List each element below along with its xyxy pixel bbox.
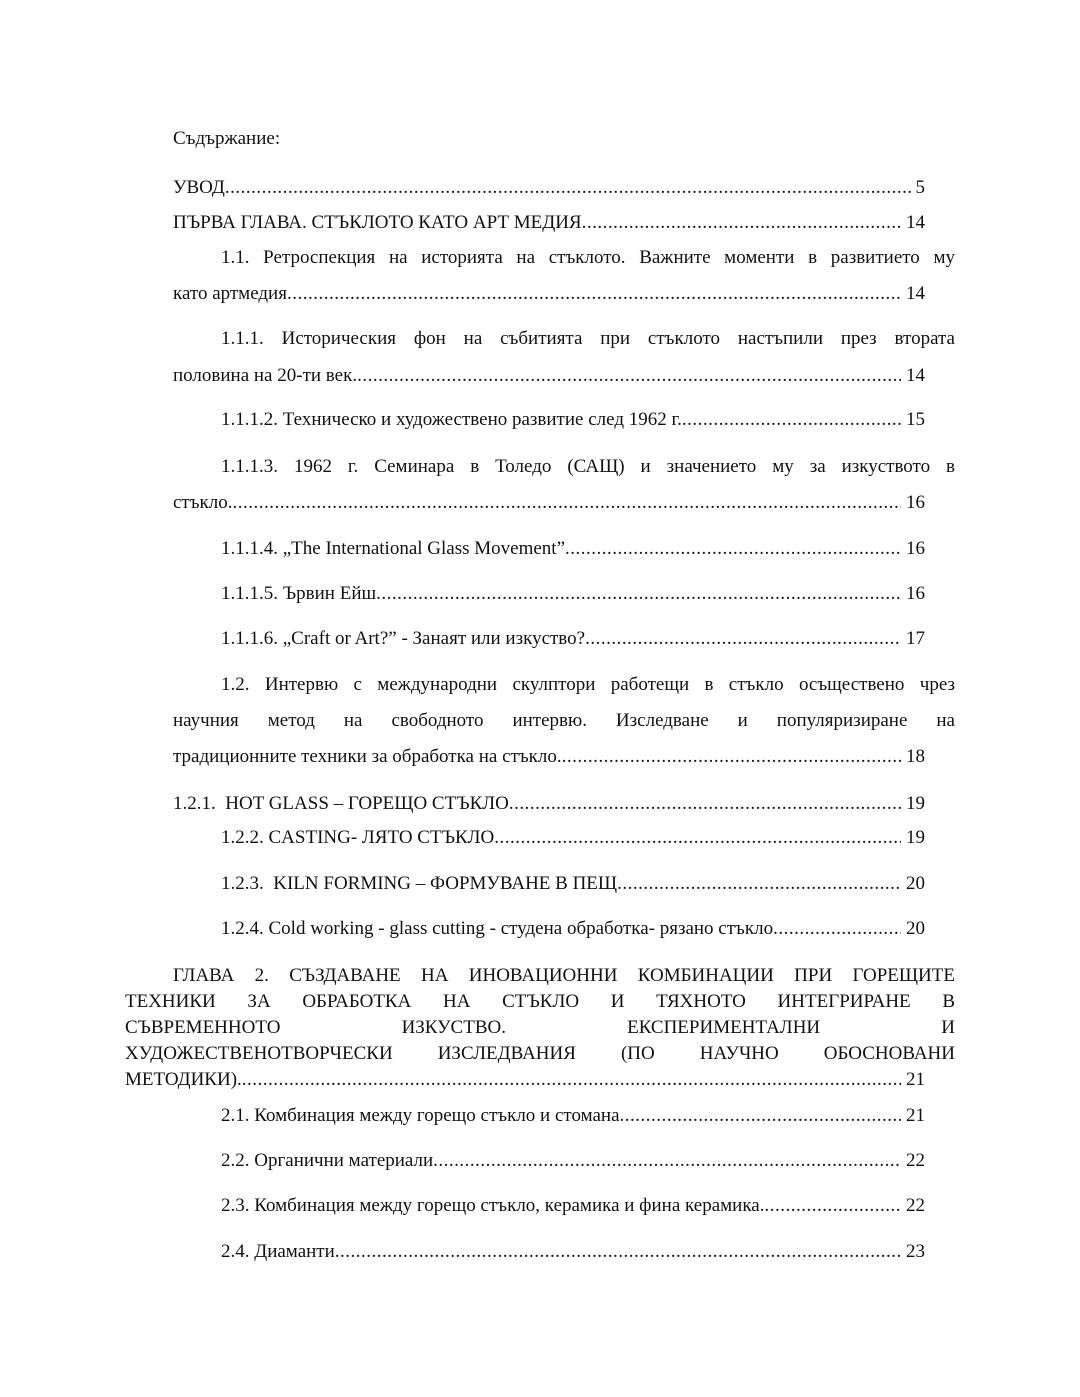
dot-leader	[242, 1067, 901, 1093]
toc-entry-page: 20	[906, 918, 925, 939]
dot-leader	[562, 745, 901, 769]
toc-entry-page: 15	[906, 409, 925, 430]
toc-entry-1-2-2	[221, 826, 925, 850]
toc-entry-page: 16	[906, 538, 925, 559]
toc-entry-title: като артмедия	[173, 283, 287, 304]
dot-leader	[585, 627, 901, 651]
dot-leader	[433, 1149, 901, 1173]
toc-entry-page: 16	[906, 583, 925, 604]
toc-entry-title: 2.2. Органични материали	[221, 1150, 434, 1171]
toc-entry-1-1-1-2	[221, 408, 925, 432]
toc-entry-page: 23	[906, 1241, 925, 1262]
toc-entry-1-1-1-4	[221, 537, 925, 561]
toc-entry-title: 1.1.1.6. „Craft or Art?” - Занаят или изкуство?	[221, 628, 586, 649]
toc-entry-1-1-1-6	[221, 627, 925, 651]
toc-entry-1-2-1	[173, 792, 925, 816]
toc-entry-2-2	[221, 1149, 925, 1173]
toc-entry-title: 1.2.2. CASTING- ЛЯТО СТЪКЛО	[221, 827, 495, 848]
toc-entry-chapter-2	[125, 963, 955, 1093]
toc-entry-1-1-1-5	[221, 582, 925, 606]
toc-entry-2-3	[221, 1194, 925, 1218]
dot-leader	[225, 176, 911, 200]
toc-entry-title: 1.1.1.2. Техническо и художествено развитие след 1962 г.	[221, 409, 682, 430]
dot-leader	[357, 364, 901, 388]
toc-entry-1-2	[173, 745, 925, 769]
dot-leader	[494, 826, 901, 850]
dot-leader	[773, 917, 901, 941]
toc-entry-page: 21	[906, 1105, 925, 1126]
toc-entry-chapter-2-line2: ТЕХНИКИ ЗА ОБРАБОТКА НА СТЪКЛО И ТЯХНОТО ИНТЕГРИРАНЕ В	[125, 991, 955, 1012]
dot-leader	[565, 537, 901, 561]
toc-entry-page: 19	[906, 793, 925, 814]
toc-entry-title: 1.1.1.4. „The International Glass Movement”	[221, 538, 566, 559]
toc-entry-1-1	[173, 282, 925, 306]
toc-entry-chapter-2-line3: СЪВРЕМЕННОТО ИЗКУСТВО. ЕКСПЕРИМЕНТАЛНИ И	[125, 1017, 955, 1038]
toc-entry-title: 2.4. Диаманти	[221, 1241, 335, 1262]
dot-leader	[582, 211, 901, 235]
dot-leader	[287, 282, 901, 306]
toc-entry-title: половина на 20-ти век.	[173, 365, 358, 386]
toc-entry-chapter-2-last	[125, 1067, 925, 1093]
toc-entry-1-2-3	[221, 872, 925, 896]
toc-entry-1-2-line2: научния метод на свободното интервю. Изследване и популяризиране на	[173, 710, 955, 731]
toc-entry-page: 16	[906, 492, 925, 513]
toc-entry-page: 21	[906, 1069, 925, 1090]
toc-entry-title: традиционните техники за обработка на стъкло.	[173, 746, 562, 767]
toc-entry-page: 19	[906, 827, 925, 848]
toc-entry-page: 5	[915, 177, 925, 198]
dot-leader	[620, 1104, 901, 1128]
toc-entry-title: 1.1.1.5. Ървин Ейш	[221, 583, 377, 604]
dot-leader	[764, 1194, 901, 1218]
toc-entry-page: 20	[906, 873, 925, 894]
toc-entry-title: 2.1. Комбинация между горещо стъкло и стомана	[221, 1105, 620, 1126]
dot-leader	[233, 491, 901, 515]
toc-entry-title: 1.2.1. HOT GLASS – ГОРЕЩО СТЪКЛО	[173, 793, 509, 814]
toc-entry-page: 14	[906, 365, 925, 386]
toc-entry-title: 1.2.3. KILN FORMING – ФОРМУВАНЕ В ПЕЩ	[221, 873, 618, 894]
dot-leader	[617, 872, 901, 896]
toc-entry-1-1-1-3	[173, 491, 925, 515]
dot-leader	[682, 408, 901, 432]
toc-entry-1-2-line1: 1.2. Интервю с международни скулптори работещи в стъкло осъществено чрез	[221, 674, 955, 695]
toc-entry-2-4	[221, 1240, 925, 1264]
toc-entry-title: УВОД	[173, 177, 225, 198]
dot-leader	[376, 582, 901, 606]
toc-entry-title: стъкло.	[173, 492, 233, 513]
toc-entry-page: 18	[906, 746, 925, 767]
toc-entry-1-2-4	[221, 917, 925, 941]
toc-entry-1-1-1	[173, 364, 925, 388]
toc-entry-title: МЕТОДИКИ).	[125, 1069, 242, 1090]
toc-entry-2-1	[221, 1104, 925, 1128]
toc-entry-page: 17	[906, 628, 925, 649]
toc-entry-title: 1.2.4. Cold working - glass cutting - студена обработка- рязано стъкло	[221, 918, 774, 939]
toc-entry-title: 2.3. Комбинация между горещо стъкло, керамика и фина керамика.	[221, 1195, 765, 1216]
toc-entry-1-1-1-3-line1: 1.1.1.3. 1962 г. Семинара в Толедо (САЩ) и значението му за изкуството в	[221, 456, 955, 477]
toc-entry-chapter-1	[173, 211, 925, 235]
toc-entry-page: 22	[906, 1195, 925, 1216]
toc-entry-uvod	[173, 176, 925, 200]
toc-entry-1-1-line1: 1.1. Ретроспекция на историята на стъклото. Важните моменти в развитието му	[221, 247, 955, 268]
toc-entry-page: 14	[906, 283, 925, 304]
dot-leader	[509, 792, 901, 816]
toc-entry-page: 22	[906, 1150, 925, 1171]
dot-leader	[335, 1240, 901, 1264]
toc-entry-chapter-2-line1: ГЛАВА 2. СЪЗДАВАНЕ НА ИНОВАЦИОННИ КОМБИНАЦИИ ПРИ ГОРЕЩИТЕ	[173, 965, 955, 986]
toc-entry-page: 14	[906, 212, 925, 233]
toc-entry-1-1-1-line1: 1.1.1. Историческия фон на събитията при стъклото настъпили през втората	[221, 328, 955, 349]
toc-entry-title: ПЪРВА ГЛАВА. СТЪКЛОТО КАТО АРТ МЕДИЯ	[173, 212, 582, 233]
toc-entry-chapter-2-line4: ХУДОЖЕСТВЕНОТВОРЧЕСКИ ИЗСЛЕДВАНИЯ (ПО НАУЧНО ОБОСНОВАНИ	[125, 1043, 955, 1064]
toc-heading: Съдържание:	[173, 128, 281, 149]
